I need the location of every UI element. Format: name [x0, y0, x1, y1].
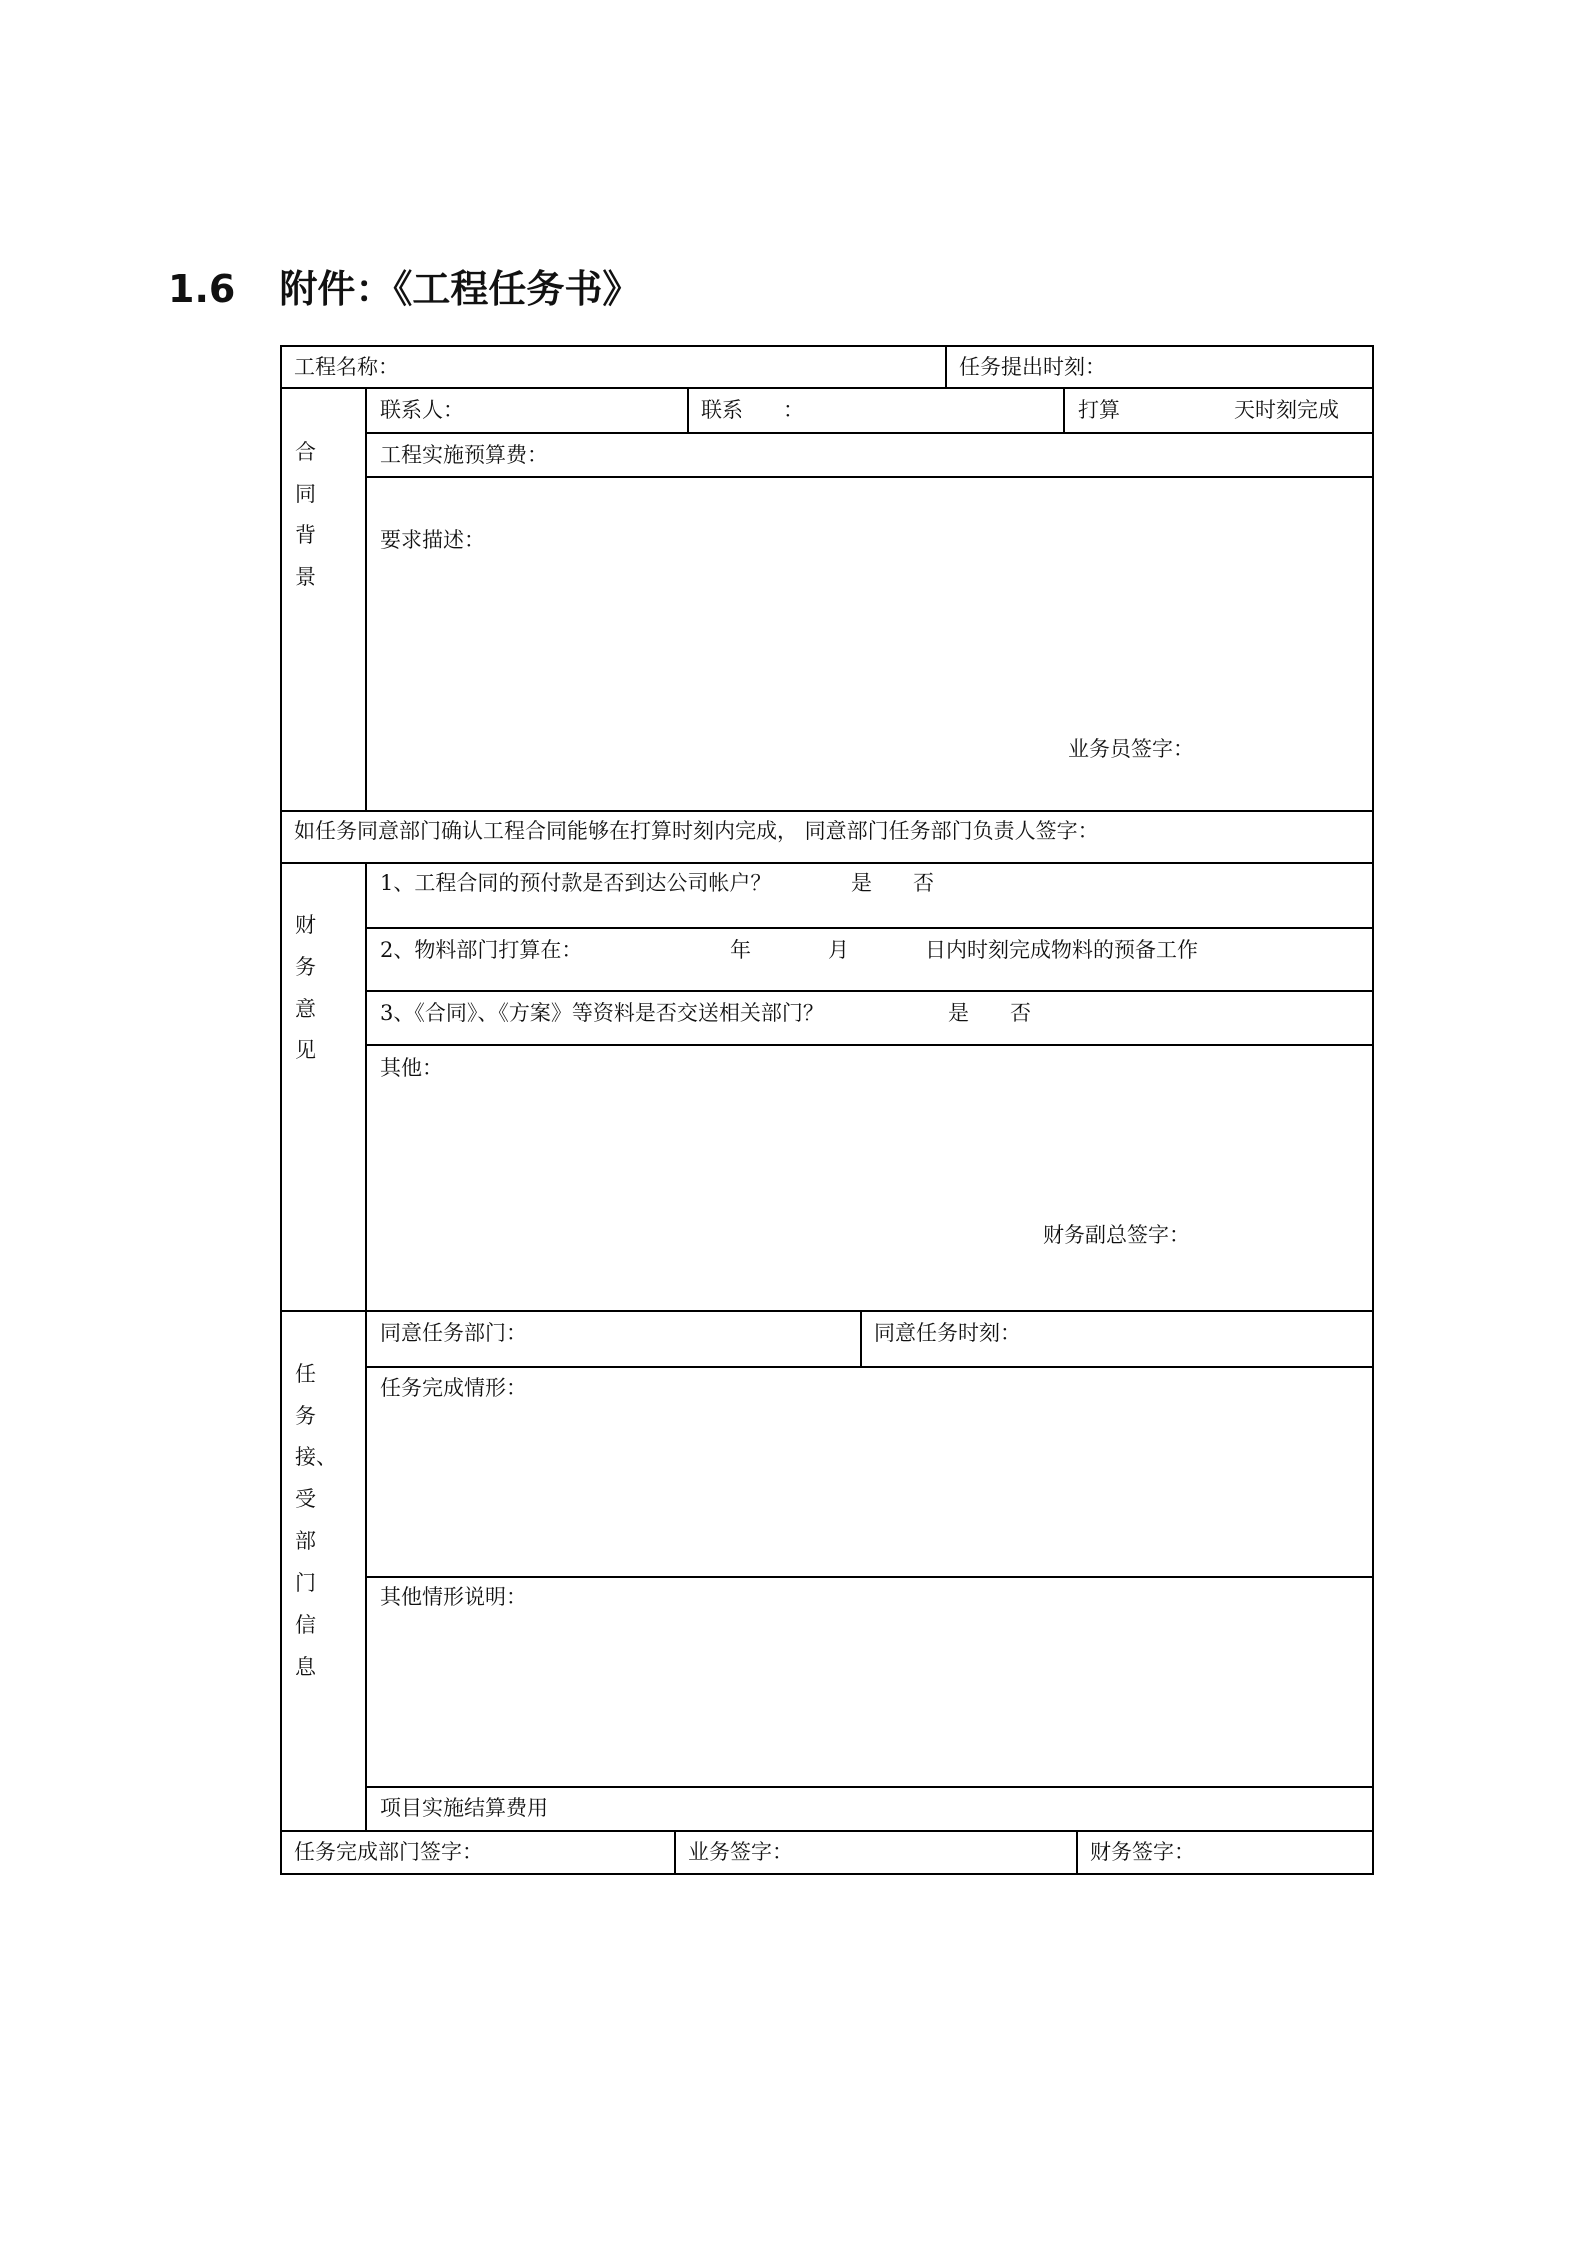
contact-person-label: 联系人：: [380, 398, 464, 422]
side-label-receiver-1: 务: [295, 1404, 316, 1428]
fin-sign-label: 财务签字：: [1090, 1840, 1195, 1864]
completion-label: 任务完成情形：: [380, 1376, 527, 1400]
side-label-contract-3: 景: [295, 565, 316, 589]
budget-label: 工程实施预算费：: [380, 443, 548, 467]
dept-sign-label: 任务完成部门签字：: [294, 1840, 483, 1864]
contact-colon: ：: [783, 398, 804, 422]
side-label-receiver-7: 息: [295, 1655, 316, 1679]
plan-end-label: 天时刻完成: [1234, 398, 1339, 422]
dept-time-label: 同意任务时刻：: [874, 1321, 1021, 1345]
side-label-receiver-5: 门: [295, 1571, 316, 1595]
side-label-finance-2: 意: [295, 997, 316, 1021]
side-label-receiver-4: 部: [295, 1529, 316, 1553]
side-label-contract-2: 背: [295, 523, 316, 547]
side-label-receiver-3: 受: [295, 1487, 316, 1511]
side-label-receiver-0: 任: [295, 1362, 316, 1386]
contact-label: 联系: [701, 398, 743, 422]
dept-label: 同意任务部门：: [380, 1321, 527, 1345]
side-label-finance-3: 见: [295, 1038, 316, 1062]
other-notes-label: 其他情形说明：: [380, 1585, 527, 1609]
side-label-contract-0: 合: [295, 440, 316, 464]
finance-sign-label: 财务副总签字：: [1043, 1223, 1190, 1247]
q3-yes[interactable]: 是: [948, 1001, 969, 1025]
month-label: 月: [828, 938, 849, 962]
side-label-finance-0: 财: [295, 913, 316, 937]
other-label: 其他：: [380, 1056, 443, 1080]
q1-yes[interactable]: 是: [851, 871, 872, 895]
settlement-label: 项目实施结算费用: [380, 1796, 548, 1820]
salesman-sign-label: 业务员签字：: [1068, 737, 1194, 761]
side-label-finance-1: 务: [295, 955, 316, 979]
project-name-label: 工程名称：: [294, 355, 399, 379]
q3-no[interactable]: 否: [1010, 1001, 1031, 1025]
page-title: 1.6 附件：《工程任务书》: [168, 267, 641, 311]
confirm-text: 如任务同意部门确认工程合同能够在打算时刻内完成， 同意部门任务部门负责人签字：: [294, 819, 1099, 843]
sales-sign-label: 业务签字：: [688, 1840, 793, 1864]
question-3: 3、《合同》、《方案》等资料是否交送相关部门？: [380, 1001, 824, 1025]
plan-label: 打算: [1078, 398, 1120, 422]
side-label-receiver-2: 接、: [295, 1445, 337, 1469]
question-1: 1、工程合同的预付款是否到达公司帐户？: [380, 871, 772, 895]
side-label-receiver-6: 信: [295, 1613, 316, 1637]
requirements-label: 要求描述：: [380, 528, 485, 552]
q1-no[interactable]: 否: [913, 871, 934, 895]
task-time-label: 任务提出时刻：: [959, 355, 1106, 379]
year-label: 年: [730, 938, 751, 962]
side-label-contract-1: 同: [295, 482, 316, 506]
question-2: 2、物料部门打算在：: [380, 938, 583, 962]
q2-end: 日内时刻完成物料的预备工作: [925, 938, 1198, 962]
